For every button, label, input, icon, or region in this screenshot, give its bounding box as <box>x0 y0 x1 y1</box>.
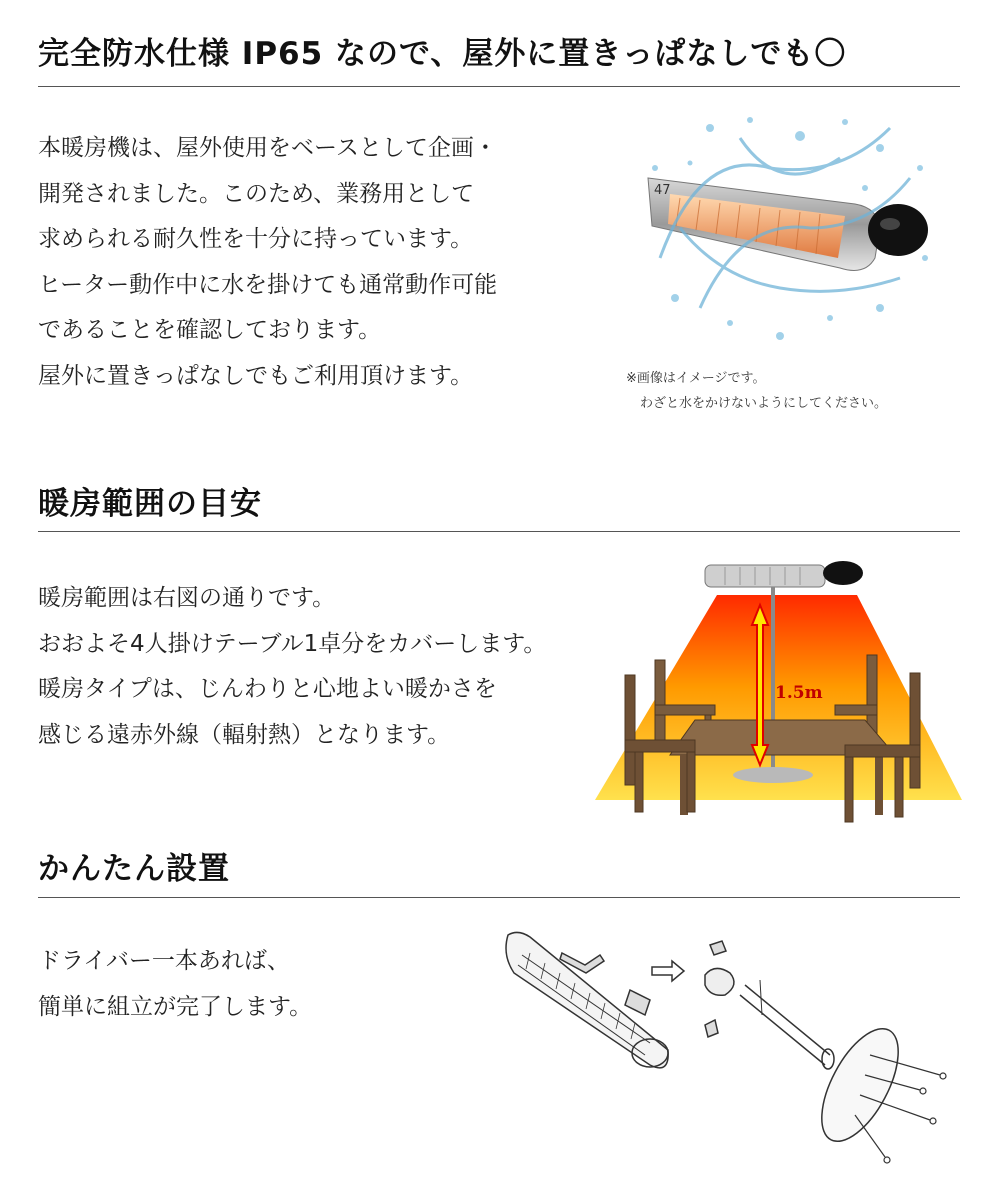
heater-water-splash-image <box>640 108 940 348</box>
text-line: 暖房範囲は右図の通りです。 <box>38 585 336 611</box>
text-line: であることを確認しております。 <box>38 317 382 343</box>
assembly-diagram <box>500 925 960 1175</box>
text-line: 屋外に置きっぱなしでもご利用頂けます。 <box>38 362 474 389</box>
heater-model-label: 47 <box>654 183 671 198</box>
height-label: 1.5m <box>775 683 823 703</box>
text-line: 感じる遠赤外線（輻射熱）となります。 <box>38 721 451 748</box>
waterproof-description <box>38 126 497 399</box>
image-caption-note: ※画像はイメージです。 <box>626 371 766 386</box>
easy-setup-description <box>38 939 312 1030</box>
heating-range-description <box>38 576 546 758</box>
section-divider <box>38 531 960 532</box>
text-line: 求められる耐久性を十分に持っています。 <box>38 226 474 252</box>
text-line: おおよそ4人掛けテーブル1卓分をカバーします。 <box>38 630 547 657</box>
heating-range-diagram <box>595 555 962 830</box>
text-line: 開発されました。このため、業務用として <box>38 180 475 207</box>
section-title-waterproof: 完全防水仕様 IP65 なので、屋外に置きっぱなしでも〇 <box>38 36 847 72</box>
text-line: ヒーター動作中に水を掛けても通常動作可能 <box>38 271 498 298</box>
text-line: 簡単に組立が完了します。 <box>38 993 313 1020</box>
section-divider <box>38 86 960 87</box>
text-line: ドライバー一本あれば、 <box>38 948 290 974</box>
section-title-easy-setup: かんたん設置 <box>38 851 230 887</box>
section-title-heating-range: 暖房範囲の目安 <box>38 486 262 522</box>
text-line: 暖房タイプは、じんわりと心地よい暖かさを <box>38 676 497 702</box>
text-line: 本暖房機は、屋外使用をベースとして企画・ <box>38 135 497 161</box>
image-caption-warning: わざと水をかけないようにしてください。 <box>640 396 888 411</box>
section-divider <box>38 897 960 898</box>
